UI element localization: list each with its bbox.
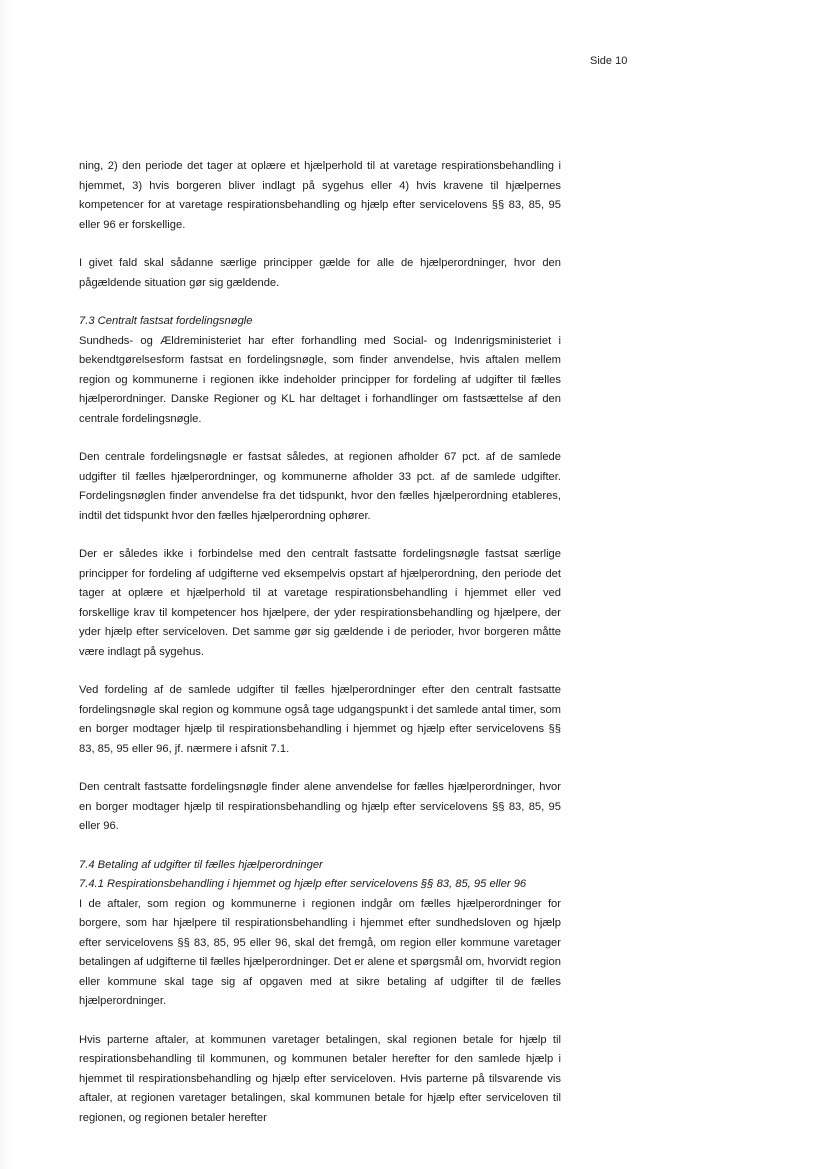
- paragraph-6: Ved fordeling af de samlede udgifter til fælles hjælperordninger efter den centralt fastsatte fordelingsnøgle skal region og kommune også tage udgangspunkt i det samlede antal timer, som en borger modtager hjælp til respirationsbehandling i hjemmet og hjælp efter servicelovens §§ 83, 85, 95 eller 96, jf. nærmere i afsnit 7.1.: [79, 684, 561, 755]
- section-heading-7-4: 7.4 Betaling af udgifter til fælles hjælperordninger: [79, 858, 323, 871]
- document-body: [79, 157, 561, 1128]
- subsection-heading-7-4-1: 7.4.1 Respirationsbehandling i hjemmet og hjælp efter servicelovens §§ 83, 85, 95 eller 96: [79, 878, 527, 890]
- page-number: Side 10: [590, 55, 628, 67]
- paragraph-9: Hvis parterne aftaler, at kommunen varetager betalingen, skal regionen betale for hjælp til respirationsbehandling til kommunen, og kommunen betaler herefter for den samlede hjælp i hjemmet til respirationsbehandling og hjælp efter serviceloven. Hvis parterne på tilsvarende vis aftaler, at regionen varetager betalingen, skal kommunen betale for hjælp efter serviceloven til regionen, og regionen betaler herefter: [79, 1033, 561, 1124]
- section-heading-7-3: 7.3 Centralt fastsat fordelingsnøgle: [79, 315, 253, 327]
- scan-edge-shadow: [0, 0, 14, 1169]
- paragraph-7: Den centralt fastsatte fordelingsnøgle finder alene anvendelse for fælles hjælperordninger, hvor en borger modtager hjælp til respirationsbehandling og hjælp efter servicelovens §§ 83, 85, 95 eller 96.: [79, 781, 561, 832]
- paragraph-2: I givet fald skal sådanne særlige principper gælde for alle de hjælperordninger, hvor den pågældende situation gør sig gældende.: [79, 257, 561, 289]
- paragraph-5: Der er således ikke i forbindelse med den centralt fastsatte fordelingsnøgle fastsat særlige principper for fordeling af udgifterne ved eksempelvis opstart af hjælperordning, den periode det tager at oplære et hjælperhold til at varetage respirationsbehandling i hjemmet eller ved forskellige krav til kompetencer hos hjælpere, der yder respirationsbehandling og hjælpere, der yder hjælp efter serviceloven. Det samme gør sig gældende i de perioder, hvor borgeren måtte være indlagt på sygehus.: [79, 548, 561, 658]
- paragraph-1: ning, 2) den periode det tager at oplære et hjælperhold til at varetage respirationsbehandling i hjemmet, 3) hvis borgeren bliver indlagt på sygehus eller 4) hvis kravene til hjælpernes kompetencer for at varetage respirationsbehandling og hjælp efter servicelovens §§ 83, 85, 95 eller 96 er forskellige.: [79, 160, 561, 231]
- paragraph-4: Den centrale fordelingsnøgle er fastsat således, at regionen afholder 67 pct. af de samlede udgifter til fælles hjælperordninger, og kommunerne afholder 33 pct. af de samlede udgifter. Fordelingsnøglen finder anvendelse fra det tidspunkt, hvor den fælles hjælperordning etableres, indtil det tidspunkt hvor den fælles hjælperordning ophører.: [79, 451, 561, 522]
- paragraph-8: I de aftaler, som region og kommunerne i regionen indgår om fælles hjælperordninger for borgere, som har hjælpere til respirationsbehandling i hjemmet efter sundhedsloven og hjælp efter servicelovens §§ 83, 85, 95 eller 96, skal det fremgå, om region eller kommune varetager betalingen af udgifterne til fælles hjælperordninger. Det er alene et spørgsmål om, hvorvidt region eller kommune skal tage sig af opgaven med at sikre betaling af udgifter til de fælles hjælperordninger.: [79, 897, 561, 1007]
- paragraph-3: Sundheds- og Ældreministeriet har efter forhandling med Social- og Indenrigsministeriet i bekendtgørelsesform fastsat en fordelingsnøgle, som finder anvendelse, hvis aftalen mellem region og kommunerne i regionen ikke indeholder principper for fordeling af udgifter til fælles hjælperordninger. Danske Regioner og KL har deltaget i forhandlinger om fastsættelse af den centrale fordelingsnøgle.: [79, 334, 561, 425]
